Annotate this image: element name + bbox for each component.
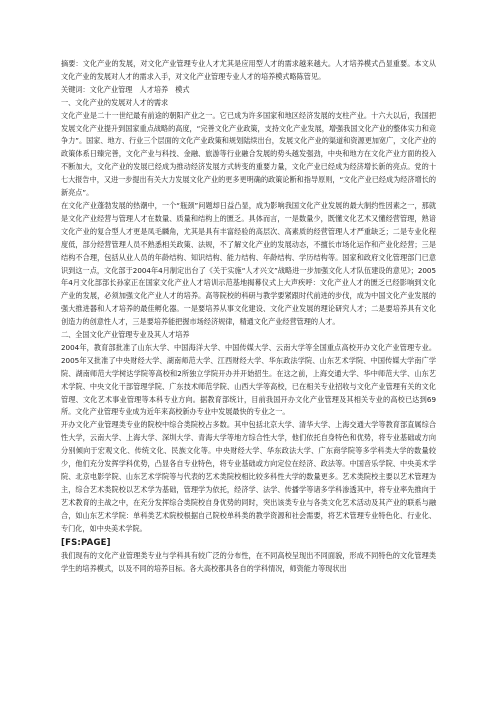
section-heading-1: 一、文化产业的发展对人才的需求 [61,97,169,107]
body-paragraph-5: 我们现有的文化产业管理类专业与学科具有较广泛的分布性，在不同高校呈现出不同面貌，形成不同特色的文化管理类学生的培养模式，以及不同的培养目标。各大高校都具各自的学科情况，师资能力等现状出 [61,551,436,574]
abstract-paragraph: 摘要：文化产业的发展，对文化产业管理专业人才尤其是应用型人才的需求越来越大。人才培养模式凸显重要。本文从文化产业的发展对人才的需求入手，对文化产业管理专业人才的培养模式略陈管见。 [61,59,436,81]
section-heading-2: 二、全国文化产业管理专业及其人才培养 [61,330,190,340]
body-paragraph-3: 2004年，教育部批准了山东大学、中国海洋大学、中国传媒大学、云南大学等全国重点高校开办文化产业管理专业。2005年又批准了中央财经大学、湖南师范大学、江西财经大学、华东政法学院、山东艺术学院、中国传媒大学南广学院、湖南师范大学树达学院等高校和2所独立学院开办并开始招生。在这之前，上海交通大学、华中师范大学、山东艺术学院、中央文化干部管理学院、广东技术师范学院、山西大学等高校，已在相关专业招收与文化产业管理有关的文化管理、文化艺术事业管理等本科专业方向。据教育部统计，目前我国开办文化产业管理及其相关专业的高校已达到69所。文化产业管理专业成为近年来高校新办专业中发展最快的专业之一。 [61,342,436,417]
page-break-marker: [FS:PAGE] [61,537,111,548]
body-paragraph-1: 文化产业是二十一世纪最有前途的朝阳产业之一。它已成为许多国家和地区经济发展的支柱产业。十六大以后，我国把发展文化产业提升到国家重点战略的高度，“完善文化产业政策，支持文化产业发展，增强我国文化产业的整体实力和竞争力”。国家、地方、行业三个层面的文化产业政策和规划陆续出台，发展文化产业的渠道和资源更加宽广，文化产业的政策体系日臻完善，文化产业与科技、金融、旅游等行业融合发展的势头越发强劲，中央和地方在文化产业方面的投入不断加大，文化产业的发展已经成为推动经济发展方式转变的重要力量，文化产业已经成为经济增长新的亮点。党的十七大报告中，又进一步提出有关大力发展文化产业的更多更明确的政策论断和指导原则，“文化产业已经成为经济增长的新亮点”。 [61,110,437,198]
body-paragraph-4: 开办文化产业管理类专业的院校中综合类院校占多数。其中包括北京大学、清华大学、上海交通大学等教育部直属综合性大学，云南大学、上海大学、深圳大学、青海大学等地方综合性大学，他们依托自身特色和优势，将专业基础或方向分别倾向于宏观文化、传统文化、民族文化等。中央财经大学、华东政法大学、广东商学院等多学科类大学的数量较少，他们充分发挥学科优势，凸显各自专业特色，将专业基础或方向定位在经济、政法等。中国音乐学院、中央美术学院、北京电影学院、山东艺术学院等与代表的艺术类院校相比较多科性大学的数量更多。艺术类院校主要以艺术管理为主，综合艺术类院校以艺术学为基础，管理学为依托，经济学、法学、传播学等诸多学科渗透其中，将专业率先推向于艺术教育的主战之中，在充分发挥综合类院校自身优势的同时，突出该类专业与各类文化艺术活动及其产业的联系与融合，如山东艺术学院：单科类艺术院校根据自己院校单科类的教学资源和社会需要，将艺术管理专业特色化、行业化、专门化，如中央美术学院。 [61,420,436,533]
body-paragraph-2: 在文化产业蓬勃发展的热潮中，一个“瓶颈”问题却日益凸显，成为影响我国文化产业发展的最大制约性因素之一，那就是文化产业经营与管理人才在数量、质量和结构上的匮乏。具体而言，一是数量少，既懂文化艺术又懂经营管理，熟谙文化产业的复合型人才更是凤毛麟角，尤其是具有丰富经验的高层次、高素质的经营管理人才严重缺乏；二是专业化程度低，部分经营管理人员不熟悉相关政策、法规，不了解文化产业的发展动态，不擅长市场化运作和产业化经营；三是结构不合理，包括从业人员的年龄结构、知识结构、能力结构、年龄结构、学历结构等。国家和政府文化管理部门已意识到这一点，文化部于2004年4月制定出台了《关于实施“人才兴文”战略进一步加强文化人才队伍建设的意见》；2005年4月文化部部长孙家正在国家文化产业人才培训示范基地揭幕仪式上大声疾呼：文化产业人才的匮乏已经影响到文化产业的发展，必须加强文化产业人才的培养。高等院校的科研与教学要紧跟时代前进的步伐，成为中国文化产业发展的强大推进器和人才培养的最佳孵化器。一是要培养从事文化建设、文化产业发展的理论研究人才；二是要培养具有文化创造力的创意性人才，三是要培养能把握市场经济规律，精通文化产业经营管理的人才。 [61,200,436,327]
keywords-line: 关键词：文化产业管理 人才培养 模式 [61,84,190,94]
